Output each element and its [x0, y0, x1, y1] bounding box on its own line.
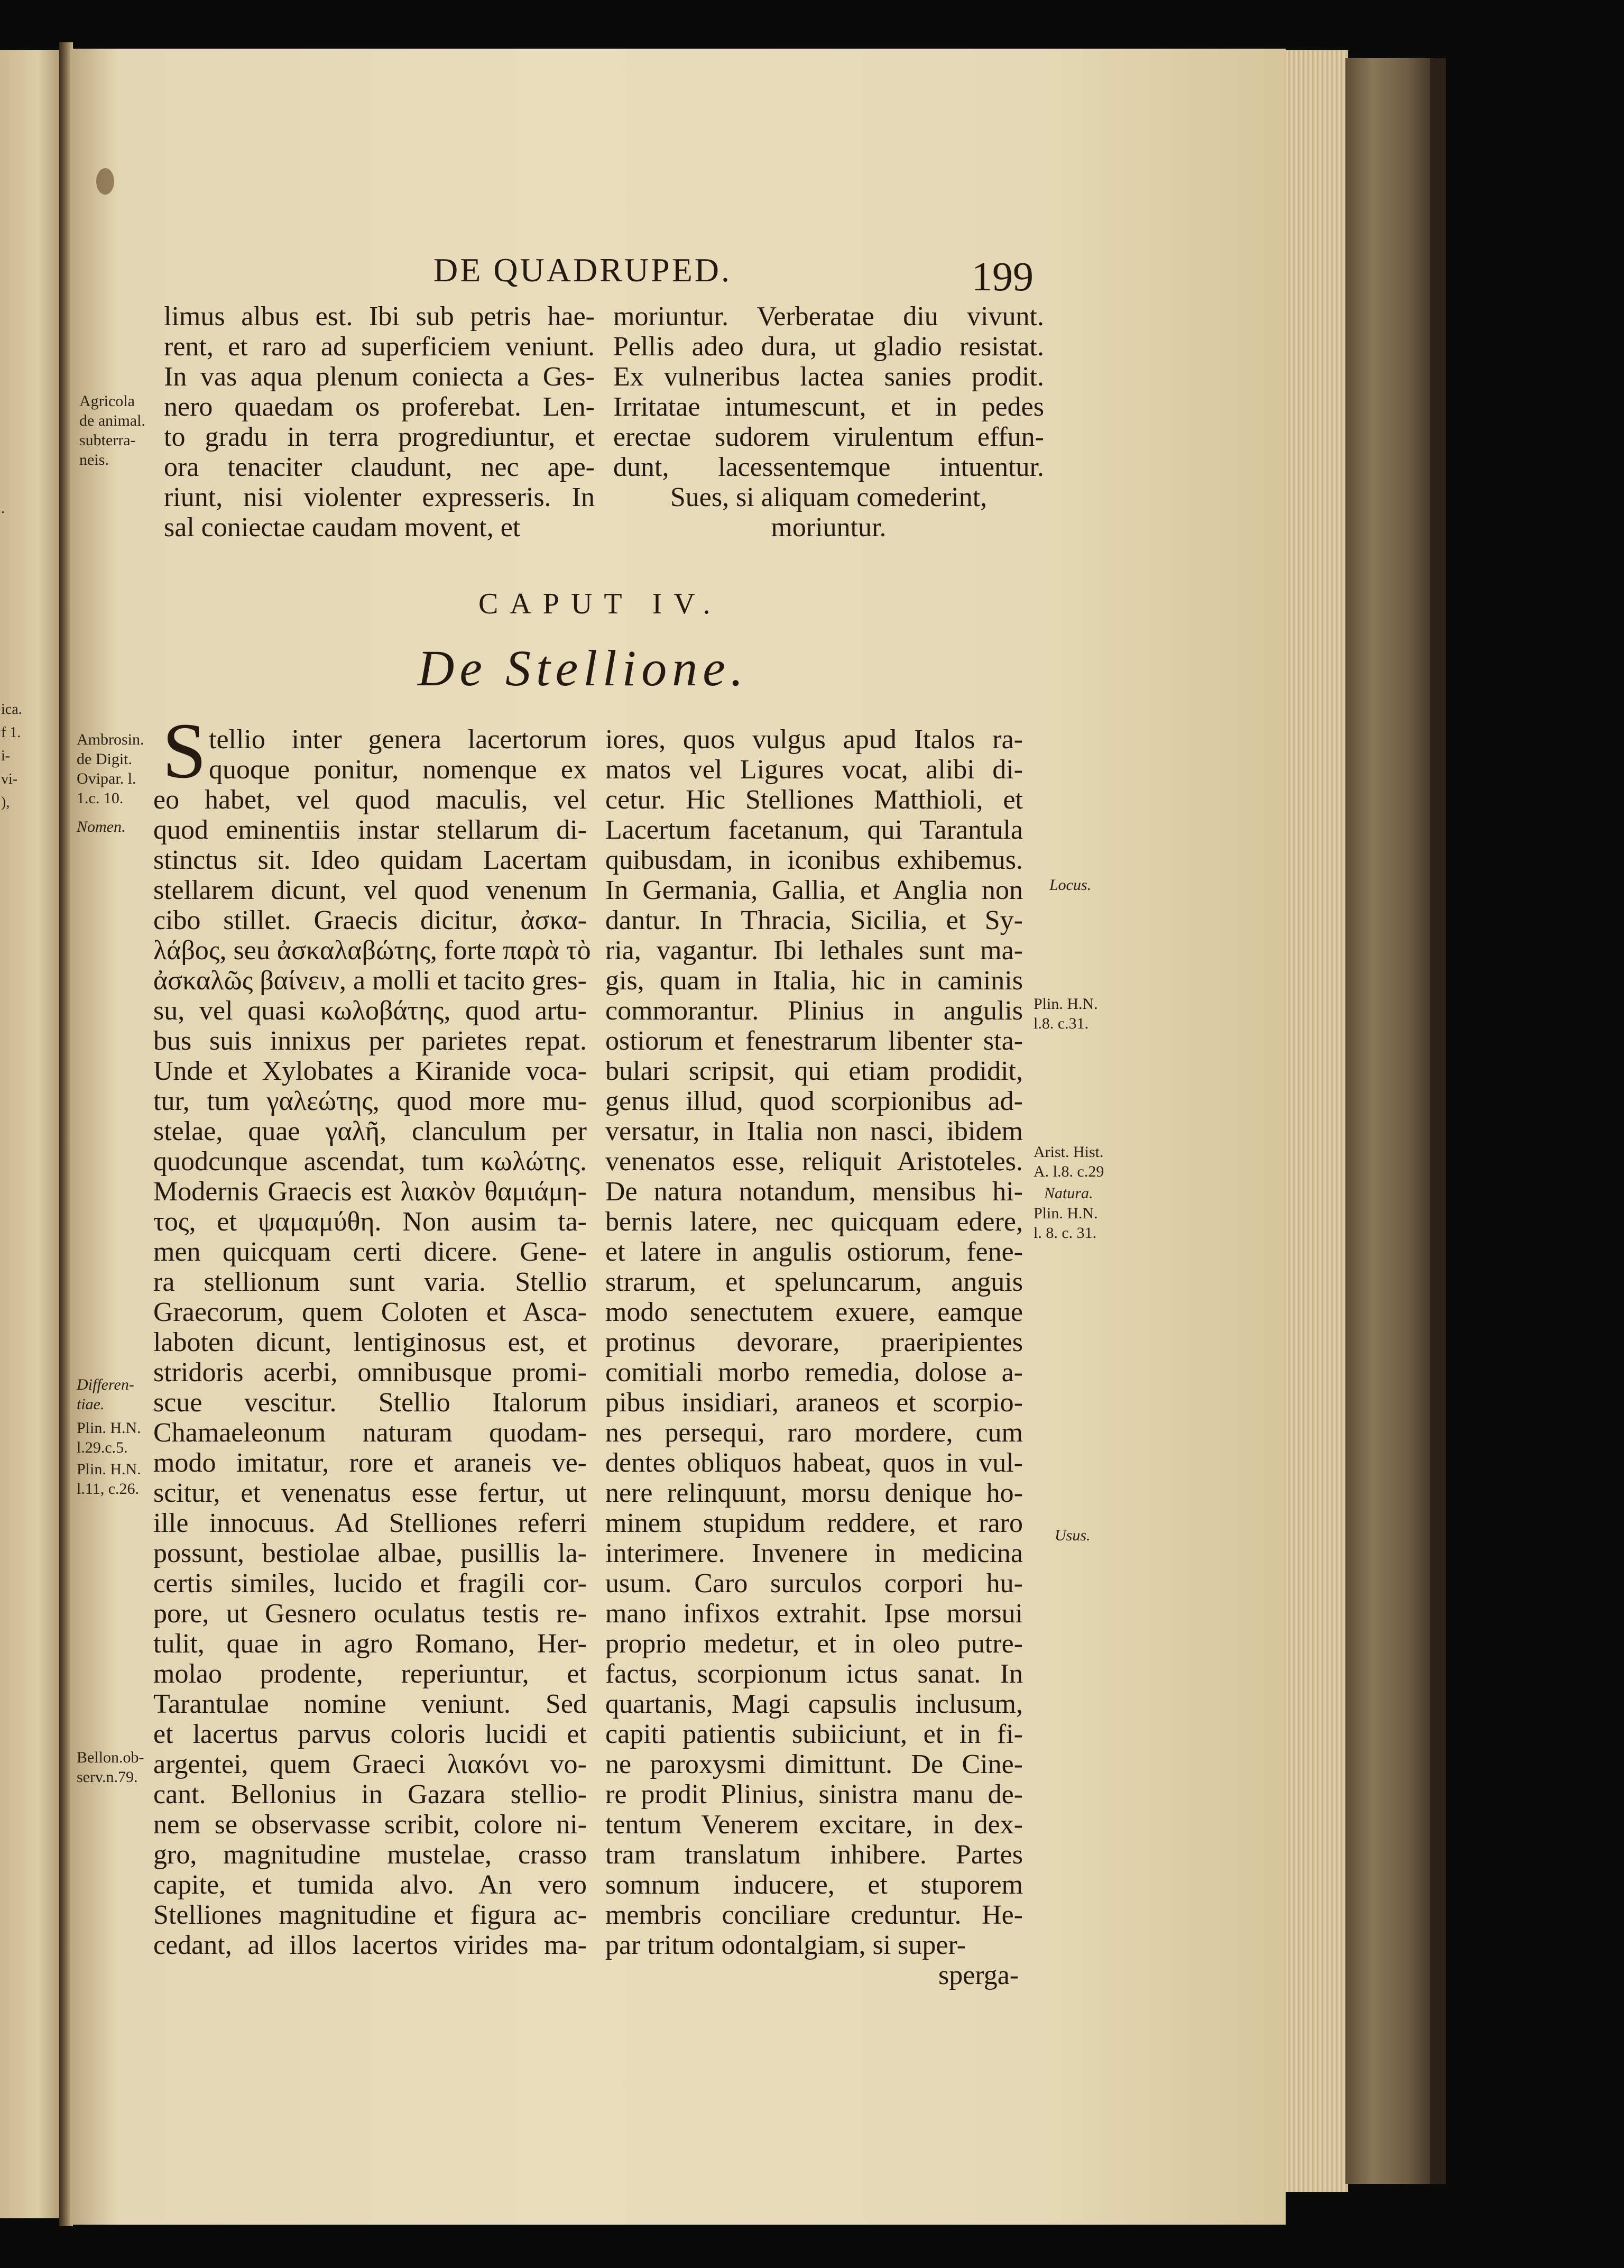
margin-note-plin-a: Plin. H.N. l.29.c.5. [77, 1419, 141, 1456]
ink-stain [96, 168, 114, 195]
margin-note-ambrosin: Ambrosin. de Digit. Ovipar. l. 1.c. 10. [77, 731, 144, 807]
margin-note-locus: Locus. [1049, 876, 1092, 894]
margin-note-usus: Usus. [1055, 1527, 1091, 1544]
main-left-column: tellio inter genera lacertorum quoque ponitur, nomenque ex eo habet, vel quod maculis, vel quod eminentiis instar stellarum di- stinctus sit. Ideo quidam Lacertam stellarem dicunt, vel quod venenum cibo stillet. Graecis dicitur, ἀσκα- λάβος, seu ἀσκαλαβώτης, forte παρὰ τὸ ἀσκαλῶς βαίνειν, a molli et tacito gres- su, vel quasi κωλοβάτης, quod artu- bus suis innixus per parietes repat. Unde et Xylobates a Kiranide voca- tur, tum γαλεώτης, quod more mu- stelae, quae γαλῆ, clanculum per quodcunque ascendat, tum κωλώτης. Modernis Graecis est λιακὸν θαμιάμη- τος, et ψαμαμύθη. Non ausim ta- men quicquam certi dicere. Gene- ra stellionum sunt varia. Stellio Graecorum, quem Coloten et Asca- laboten dicunt, lentiginosus est, et stridoris acerbi, omnibusque promi- scue vescitur. Stellio Italorum Chamaeleonum naturam quodam- modo imitatur, rore et araneis ve- scitur, et venenatus esse fertur, ut ille innocuus. Ad Stelliones referri possunt, bestiolae albae, pusillis la- certis similes, lucido et fragili cor- pore, ut Gesnero oculatus testis re- tulit, quae in agro Romano, Her- molao prodente, reperiuntur, et Tarantulae nomine veniunt. Sed et lacertus parvus coloris lucidi et argentei, quem Graeci λιακόνι vo- cant. Bellonius in Gazara stellio- nem se observasse scribit, colore ni- gro, magnitudine mustelae, crasso capite, et tumida alvo. An vero Stelliones magnitudine et figura ac- cedant, ad illos lacertos virides ma- [153, 724, 591, 1960]
margin-note-natura: Natura. [1044, 1184, 1093, 1202]
cover-board [1345, 58, 1435, 2184]
page-number: 199 [972, 253, 1034, 299]
top-right-column: moriuntur. Verberatae diu vivunt. Pellis adeo dura, ut gladio resistat. Ex vulneribus lactea sanies prodit. Irritatae intumescunt, et in pedes erectae sudorem virulentum effun- dunt, lacessentemque intuentur. Sues, si aliquam comederint, moriuntur. [613, 301, 1044, 543]
margin-note-differentiae: Differen- tiae. [77, 1376, 134, 1413]
margin-note-plin-d: Plin. H.N. l. 8. c. 31. [1034, 1205, 1098, 1242]
margin-note-nomen: Nomen. [77, 818, 126, 835]
left-page-edge [0, 50, 63, 2218]
chapter-title: De Stellione. [418, 640, 749, 696]
running-head: DE QUADRUPED. [433, 251, 732, 289]
margin-note-agricola: Agricola de animal. subterra- neis. [79, 392, 145, 469]
margin-note-plin-c: Plin. H.N. l.8. c.31. [1034, 995, 1098, 1032]
left-page-fragments: ica. f 1. i- vi- ), [1, 701, 22, 811]
main-right-column: iores, quos vulgus apud Italos ra- matos vel Ligures vocat, alibi di- cetur. Hic Stelliones Matthioli, et Lacertum facetanum, qui Tarantula quibusdam, in iconibus exhibemus. In Germania, Gallia, et Anglia non dantur. In Thracia, Sicilia, et Sy- ria, vagantur. Ibi lethales sunt ma- gis, quam in Italia, hic in caminis commorantur. Plinius in angulis ostiorum et fenestrarum libenter sta- bulari scripsit, qui etiam prodidit, genus illud, quod scorpionibus ad- versatur, in Italia non nasci, ibidem venenatos esse, reliquit Aristoteles. De natura notandum, mensibus hi- bernis latere, nec quicquam edere, et latere in angulis ostiorum, fene- strarum, et speluncarum, anguis modo senectutem exuere, eamque protinus devorare, praeripientes comitiali morbo remedia, dolose a- pibus insidiari, araneos et scorpio- nes persequi, raro mordere, cum dentes obliquos habeat, quos in vul- nere relinquunt, morsu denique ho- minem stupidum reddere, et raro interimere. Invenere in medicina usum. Caro surculos corpori hu- mano infixos extrahit. Ipse morsui proprio medetur, et in oleo putre- factus, scorpionum ictus sanat. In quartanis, Magi capsulis inclusum, capiti patientis subiiciunt, et in fi- ne paroxysmi dimittunt. De Cine- re prodit Plinius, sinistra manu de- tentum Venerem excitare, in dex- tram translatum inhibere. Partes somnum inducere, et stuporem membris conciliare creduntur. He- par tritum odontalgiam, si super- [605, 724, 1023, 1960]
drop-cap: S [162, 707, 207, 795]
margin-note-arist: Arist. Hist. A. l.8. c.29 [1034, 1143, 1104, 1180]
catchword: sperga- [938, 1960, 1019, 1990]
page-block-edge [1285, 50, 1348, 2192]
top-left-column: limus albus est. Ibi sub petris hae- rent, et raro ad superficiem veniunt. In vas aqua plenum coniecta a Ges- nero quaedam os proferebat. Len- to gradu in terra progrediuntur, et ora tenaciter claudunt, nec ape- riunt, nisi violenter expresseris. In sal coniectae caudam movent, et [164, 301, 595, 543]
chapter-heading: CAPUT IV. [478, 587, 722, 620]
margin-note-plin-b: Plin. H.N. l.11, c.26. [77, 1461, 141, 1498]
cover-shadow [1430, 58, 1446, 2184]
margin-note-bellon: Bellon.ob- serv.n.79. [77, 1749, 144, 1786]
left-page-fragment-mark: . [1, 500, 5, 517]
